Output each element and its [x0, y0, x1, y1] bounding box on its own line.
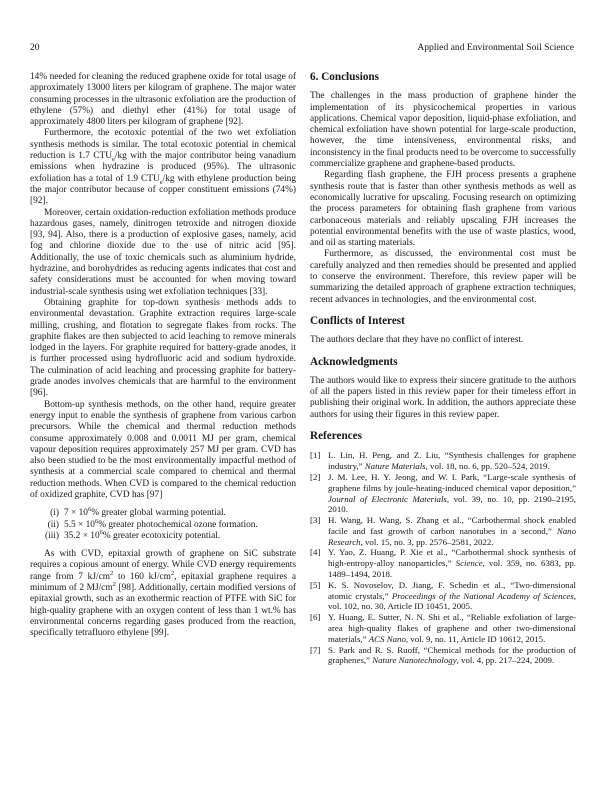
body-paragraph: Moreover, certain oxidation-reduction exfoliation methods produce hazardous gases, namely, dinitrogen tetroxide and nitrogen dioxide [93, 94]. Also, there is a production of explosive gases, namely, acid fog and chlorine dioxide due to the use of nitric acid [95]. Additionally, the use of toxic chemicals such as aluminium hydride, hydrazine, and borohydrides as reducing agents indicates that cost and safety considerations must be accounted for when moving toward industrial-scale synthesis using wet exfoliation techniques [33].	[30, 207, 296, 297]
reference-text: H. Wang, H. Wang, S. Zhang et al., “Carbothermal shock enabled facile and fast growth of carbon nanotubes in a second,” Nano Research, vol. 15, no. 3, pp. 2576–2581, 2022.	[328, 515, 576, 547]
list-item-text: $5.5 \times 10^6\%$ greater photochemical ozone formation.	[64, 517, 258, 530]
reference-marker: [5]	[310, 579, 321, 590]
reference-text: Y. Yao, Z. Huang, P. Xie et al., “Carbothermal shock synthesis of high-entropy-alloy nanoparticles,” Science, vol. 359, no. 6383, pp. 1489–1494, 2018.	[328, 547, 577, 580]
journal-title: Applied and Environmental Soil Science	[417, 42, 574, 53]
section-heading-conclusions: 6. Conclusions	[310, 71, 380, 83]
reference-marker: [4]	[310, 547, 321, 558]
two-column-body	[30, 71, 577, 666]
body-paragraph: Regarding flash graphene, the FJH process presents a graphene synthesis route that is faster than other synthesis methods as well as economically lucrative for upscaling. Focusing research on optimizing the process parameters for obtaining flash graphene from various carbonaceous materials and reliably upscaling FJH increases the potential environmental benefits with the use of waste plastics, wood, and oil as starting materials.	[310, 170, 576, 249]
reference-item	[310, 645, 576, 667]
body-paragraph: The authors would like to express their sincere gratitude to the authors of all the papers listed in this review paper for their timeless effort in publishing their original work. In addition, the authors appreciate these authors for using their figures in this review paper.	[310, 375, 576, 420]
body-paragraph: The challenges in the mass production of graphene hinder the implementation of its physicochemical properties in various applications. Chemical vapor deposition, liquid-phase exfoliation, and chemical exfoliation have shown potential for large-scale production, however, the time intensiveness, environmental risks, and inconsistency in the final products need to be overcome to successfully commercialize graphene and graphene-based products.	[310, 91, 576, 170]
reference-marker: [7]	[310, 644, 321, 655]
body-paragraph: Obtaining graphite for top-down synthesis methods adds to environmental devastation. Graphite extraction requires large-scale milling, crushing, and flotation to segregate flakes from rocks. The graphite flakes are then subjected to acid leaching to remove minerals lodged in the layers. For graphite required for battery-grade anodes, it is further processed using hydrofluoric acid and sodium hydroxide. The culmination of acid leaching and processing graphite for battery-grade anodes involves chemicals that are harmful to the environment [96].	[30, 297, 296, 399]
reference-item	[310, 547, 576, 579]
right-column	[310, 72, 576, 666]
page-number: 20	[30, 42, 40, 53]
reference-text: K. S. Novoselov, D. Jiang, F. Schedin et al., “Two-dimensional atomic crystals,” Proceedings of the National Academy of Sciences, vol. 102, no. 30, Article ID 10451, 2005.	[328, 579, 577, 612]
reference-item	[310, 472, 576, 515]
reference-text: J. M. Lee, H. Y. Jeong, and W. I. Park, “Large-scale synthesis of graphene films by joule-heating-induced chemical vapor deposition,” Journal of Electronic Materials, vol. 39, no. 10, pp. 2190–2195, 2010.	[328, 471, 576, 515]
reference-marker: [2]	[310, 471, 321, 482]
list-item-label: (ii)	[47, 519, 59, 530]
body-paragraph: Furthermore, the ecotoxic potential of the two wet exfoliation synthesis methods is similar. The total ecotoxic potential in chemical reduction is 1.7 $CTU_e/kg$ with the major contributor being vanadium emissions when hydrazine is produced (95%). The ultrasonic exfoliation has a total of 1.9 $CTU_e/kg$ with ethylene production being the major contributor because of copper constituent emissions (74%) [92].	[30, 128, 296, 207]
reference-item	[310, 515, 576, 547]
list-item-label: (iii)	[44, 530, 59, 541]
reference-marker: [3]	[310, 515, 321, 526]
list-item-text: $35.2 \times 10^6\%$ greater ecotoxicity potential.	[64, 528, 221, 541]
reference-list	[310, 450, 576, 666]
section-heading-acknowledgments: Acknowledgments	[310, 355, 398, 368]
enumerated-list	[30, 508, 296, 542]
list-item-text: $7 \times 10^6\%$ greater global warming potential.	[64, 506, 226, 519]
reference-marker: [6]	[310, 612, 321, 623]
body-paragraph: Furthermore, as discussed, the environmental cost must be carefully analyzed and then remedies should be presented and applied to conserve the environment. Therefore, this review paper will be summarizing the detailed approach of graphene extraction techniques, recent advances in technologies, and the environmental cost.	[310, 249, 576, 305]
body-paragraph: As with CVD, epitaxial growth of graphene on SiC substrate requires a copious amount of energy. While CVD energy requirements range from 7 $kJ/cm^2$ to 160 $kJ/cm^2$, epitaxial graphene requires a minimum of 2 $MJ/cm^2$ [98]. Additionally, certain modified versions of epitaxial growth, such as an exothermic reaction of PTFE with SiC for high-quality graphene with an oxygen content of less than 1 wt.% has environmental concerns regarding gases produced from the reaction, specifically tetrafluoro ethylene [99].	[30, 549, 296, 639]
list-item	[30, 508, 296, 519]
left-column	[30, 72, 296, 666]
reference-item	[310, 612, 576, 644]
list-item-label: (i)	[50, 508, 59, 519]
page-header	[30, 42, 574, 53]
reference-marker: [1]	[310, 450, 321, 461]
body-paragraph: 14% needed for cleaning the reduced graphene oxide for total usage of approximately 13000 liters per kilogram of graphene. The major water consuming processes in the ultrasonic exfoliation are the production of ethylene (57%) and diethyl ether (41%) for total usage of approximately 4800 liters per kilogram of graphene [92].	[30, 72, 296, 128]
body-paragraph: Bottom-up synthesis methods, on the other hand, require greater energy input to enable the synthesis of graphene from various carbon precursors. While the chemical and thermal reduction methods consume approximately 0.008 and 0.0011 MJ per gram, chemical vapour deposition requires approximately 257 MJ per gram. CVD has also been studied to be the most environmentally impactful method of synthesis at a commercial scale compared to chemical and thermal reduction methods. When CVD is compared to the chemical reduction of oxidized graphite, CVD has [97]	[30, 399, 296, 500]
section-heading-references: References	[310, 430, 362, 443]
list-item	[30, 528, 296, 542]
body-paragraph: The authors declare that they have no conflict of interest.	[310, 335, 524, 346]
reference-text: L. Lin, H. Peng, and Z. Liu, “Synthesis challenges for graphene industry,” Nature Materials, vol. 18, no. 6, pp. 520–524, 2019.	[328, 450, 576, 472]
reference-item	[310, 450, 576, 472]
list-item	[30, 517, 296, 531]
reference-text: S. Park and R. S. Ruoff, “Chemical methods for the production of graphenes,” Nature Nanotechnology, vol. 4, pp. 217–224, 2009.	[328, 644, 576, 666]
reference-text: Y. Huang, E. Sutter, N. N. Shi et al., “Reliable exfoliation of large-area high-quality flakes of graphene and other two-dimensional materials,” ACS Nano, vol. 9, no. 11, Article ID 10612, 2015.	[328, 612, 576, 644]
section-heading-conflicts: Conflicts of Interest	[310, 314, 405, 327]
reference-item	[310, 580, 576, 612]
